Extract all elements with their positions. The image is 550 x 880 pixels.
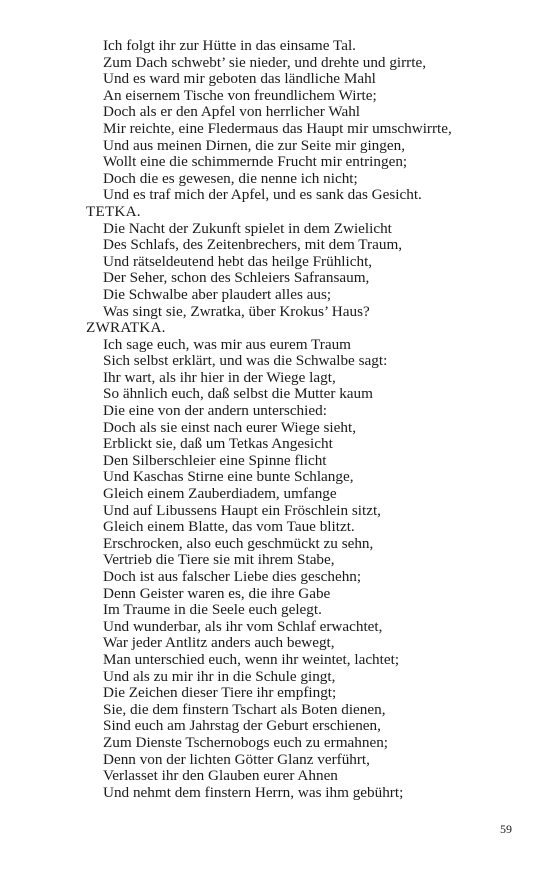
verse-line: Denn von der lichten Götter Glanz verführt, xyxy=(103,750,370,768)
verse-line: Und es ward mir geboten das ländliche Mahl xyxy=(103,70,376,88)
verse-line: Und auf Libussens Haupt ein Fröschlein sitzt, xyxy=(103,501,381,519)
speaker-name: ZWRATKA. xyxy=(86,319,166,337)
verse-line: Denn Geister waren es, die ihre Gabe xyxy=(103,584,331,602)
verse-line: Die Zeichen dieser Tiere ihr empfingt; xyxy=(103,684,337,702)
verse-line: Wollt eine die schimmernde Frucht mir entringen; xyxy=(103,153,408,171)
verse-line: War jeder Antlitz anders auch bewegt, xyxy=(103,634,335,652)
verse-line: Doch als er den Apfel von herrlicher Wahl xyxy=(103,103,361,121)
verse-line: Sich selbst erklärt, und was die Schwalbe sagt: xyxy=(103,352,388,370)
verse-line: Und aus meinen Dirnen, die zur Seite mir gingen, xyxy=(103,136,405,154)
verse-line: Und Kaschas Stirne eine bunte Schlange, xyxy=(103,468,354,486)
verse-line: Die Schwalbe aber plaudert alles aus; xyxy=(103,285,332,303)
verse-line: Ich sage euch, was mir aus eurem Traum xyxy=(103,335,351,353)
verse-line: Im Traume in die Seele euch gelegt. xyxy=(103,601,322,619)
verse-line: Und es traf mich der Apfel, und es sank das Gesicht. xyxy=(103,186,422,204)
verse-line: Sie, die dem finstern Tschart als Boten dienen, xyxy=(103,700,386,718)
speaker-name: TETKA. xyxy=(86,202,141,220)
verse-line: Der Seher, schon des Schleiers Safransaum, xyxy=(103,269,370,287)
verse-line: Ihr wart, als ihr hier in der Wiege lagt, xyxy=(103,368,336,386)
verse-line: Die Nacht der Zukunft spielet in dem Zwielicht xyxy=(103,219,392,237)
verse-line: Man unterschied euch, wenn ihr weintet, lachtet; xyxy=(103,650,400,668)
verse-line: Doch ist aus falscher Liebe dies geschehn; xyxy=(103,568,362,585)
verse-line: Des Schlafs, des Zeitenbrechers, mit dem Traum, xyxy=(103,236,403,254)
verse-line: Verlasset ihr den Glauben eurer Ahnen xyxy=(103,767,338,785)
verse-line: An eisernem Tische von freundlichem Wirte; xyxy=(103,86,377,104)
verse-line: Gleich einem Zauberdiadem, umfange xyxy=(103,485,337,503)
verse-line: Mir reichte, eine Fledermaus das Haupt mir umschwirrte, xyxy=(103,119,452,137)
verse-line: Die eine von der andern unterschied: xyxy=(103,402,327,420)
verse-line: Und wunderbar, als ihr vom Schlaf erwachtet, xyxy=(103,617,383,635)
verse-line: Und nehmt dem finstern Herrn, was ihm gebührt; xyxy=(103,783,404,801)
verse-line: Zum Dach schwebt’ sie nieder, und drehte und girrte, xyxy=(103,53,426,71)
verse-line: Zum Dienste Tschernobogs euch zu ermahnen; xyxy=(103,733,389,751)
verse-line: Sind euch am Jahrstag der Geburt erschienen, xyxy=(103,717,381,735)
verse-line: Ich folgt ihr zur Hütte in das einsame Tal. xyxy=(103,37,356,54)
verse-line: Und rätseldeutend hebt das heilge Frühlicht, xyxy=(103,252,373,270)
verse-line: Erblickt sie, daß um Tetkas Angesicht xyxy=(103,435,333,453)
verse-line: Und als zu mir ihr in die Schule gingt, xyxy=(103,667,336,685)
verse-line: Den Silberschleier eine Spinne flicht xyxy=(103,451,327,469)
verse-line: Doch die es gewesen, die nenne ich nicht; xyxy=(103,169,358,187)
verse-line: Doch als sie einst nach eurer Wiege sieht, xyxy=(103,418,356,436)
verse-line: Gleich einem Blatte, das vom Taue blitzt. xyxy=(103,518,355,536)
page-number: 59 xyxy=(500,822,512,836)
verse-line: Vertrieb die Tiere sie mit ihrem Stabe, xyxy=(103,551,335,569)
verse-line: Erschrocken, also euch geschmückt zu sehn, xyxy=(103,534,374,552)
verse-line: Was singt sie, Zwratka, über Krokus’ Haus? xyxy=(103,302,370,320)
verse-text-block xyxy=(86,38,526,801)
verse-line: So ähnlich euch, daß selbst die Mutter kaum xyxy=(103,385,373,403)
